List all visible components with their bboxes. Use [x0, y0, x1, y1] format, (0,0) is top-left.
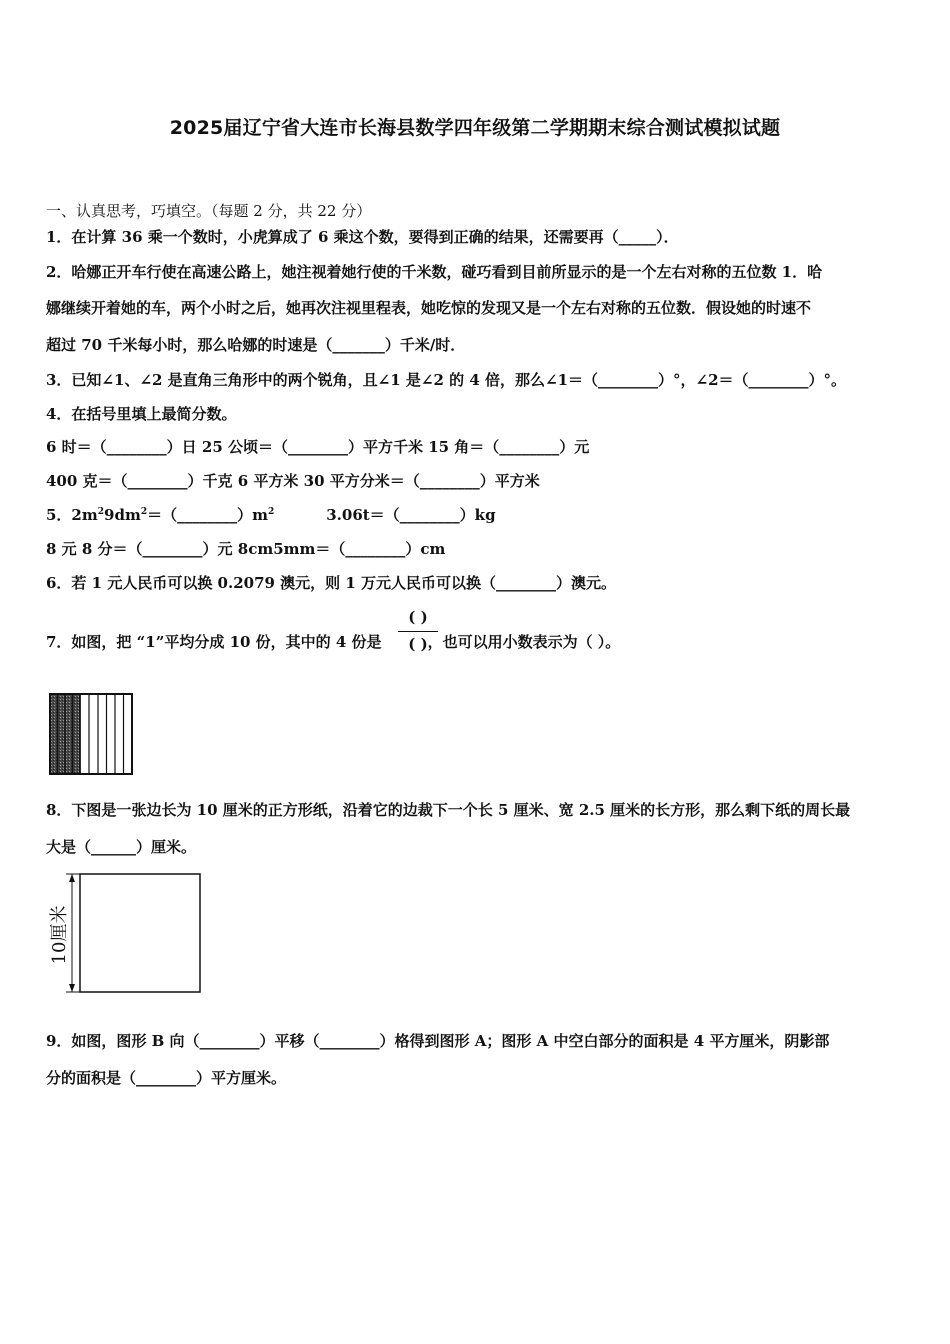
fraction-numerator: ( )	[408, 608, 428, 626]
question-7	[46, 632, 910, 652]
arrow-up-icon	[69, 874, 75, 882]
q7-suffix: ，也可以用小数表示为（ ）。	[427, 633, 621, 651]
ten-strips-figure	[48, 690, 138, 778]
q5-a-exponent-3: 2	[267, 507, 275, 517]
question-2-line-3: 超过 70 千米每小时，那么哈娜的时速是（_______）千米/时．	[46, 336, 466, 354]
question-4-stem: 4．在括号里填上最简分数。	[46, 405, 237, 423]
question-9-line-2: 分的面积是（________）平方厘米。	[46, 1069, 287, 1087]
q5-a-exponent-1: 2	[97, 507, 105, 517]
q5-a-suffix: ＝（________）m	[147, 506, 268, 524]
q5-a-exponent-2: 2	[140, 507, 148, 517]
fraction-denominator: ( )	[408, 635, 428, 653]
section-heading: 一、认真思考，巧填空。（每题 2 分，共 22 分）	[46, 202, 372, 220]
question-9-line-1: 9．如图，图形 B 向（________）平移（________）格得到图形 A；图形 A 中空白部分的面积是 4 平方厘米，阴影部	[46, 1032, 830, 1050]
side-length-label: 10厘米	[49, 905, 70, 965]
question-6: 6．若 1 元人民币可以换 0.2079 澳元，则 1 万元人民币可以换（________）澳元。	[46, 574, 617, 592]
question-8-line-2: 大是（______）厘米。	[46, 838, 197, 856]
q5-a-prefix: 5．2m	[46, 506, 98, 524]
question-5-row-2: 8 元 8 分＝（________）元 8cm5mm＝（________）cm	[46, 540, 446, 558]
square-outline	[80, 874, 200, 992]
question-8-line-1: 8．下图是一张边长为 10 厘米的正方形纸，沿着它的边裁下一个长 5 厘米、宽 2.5 厘米的长方形，那么剩下纸的周长最	[46, 801, 851, 819]
question-2-line-1: 2．哈娜正开车行使在高速公路上，她注视着她行使的千米数，碰巧看到目前所显示的是一个左右对称的五位数 1．哈	[46, 263, 823, 281]
question-4-row-1: 6 时＝（________）日 25 公顷＝（________）平方千米 15 角＝（________）元	[46, 438, 590, 456]
q5-a-middle: 9dm	[104, 506, 141, 524]
square-paper-figure	[44, 868, 209, 998]
fraction-bar	[398, 631, 438, 632]
q5-b: 3.06t＝（________）kg	[326, 506, 496, 524]
question-4-row-2: 400 克＝（________）千克 6 平方米 30 平方分米＝（________）平方米	[46, 472, 540, 490]
q7-prefix: 7．如图，把 “1”平均分成 10 份，其中的 4 份是	[46, 633, 382, 651]
q7-fraction	[398, 607, 438, 654]
question-2-line-2: 娜继续开着她的车，两个小时之后，她再次注视里程表，她吃惊的发现又是一个左右对称的五位数．假设她的时速不	[46, 299, 812, 317]
question-1: 1．在计算 36 乘一个数时，小虎算成了 6 乘这个数，要得到正确的结果，还需要再（_____）．	[46, 228, 679, 246]
arrow-down-icon	[69, 984, 75, 992]
question-5-row-1	[46, 505, 910, 525]
page-title: 2025届辽宁省大连市长海县数学四年级第二学期期末综合测试模拟试题	[169, 117, 781, 139]
question-3: 3．已知∠1、∠2 是直角三角形中的两个锐角，且∠1 是∠2 的 4 倍，那么∠1＝（________）°，∠2＝（________）°。	[46, 371, 847, 389]
